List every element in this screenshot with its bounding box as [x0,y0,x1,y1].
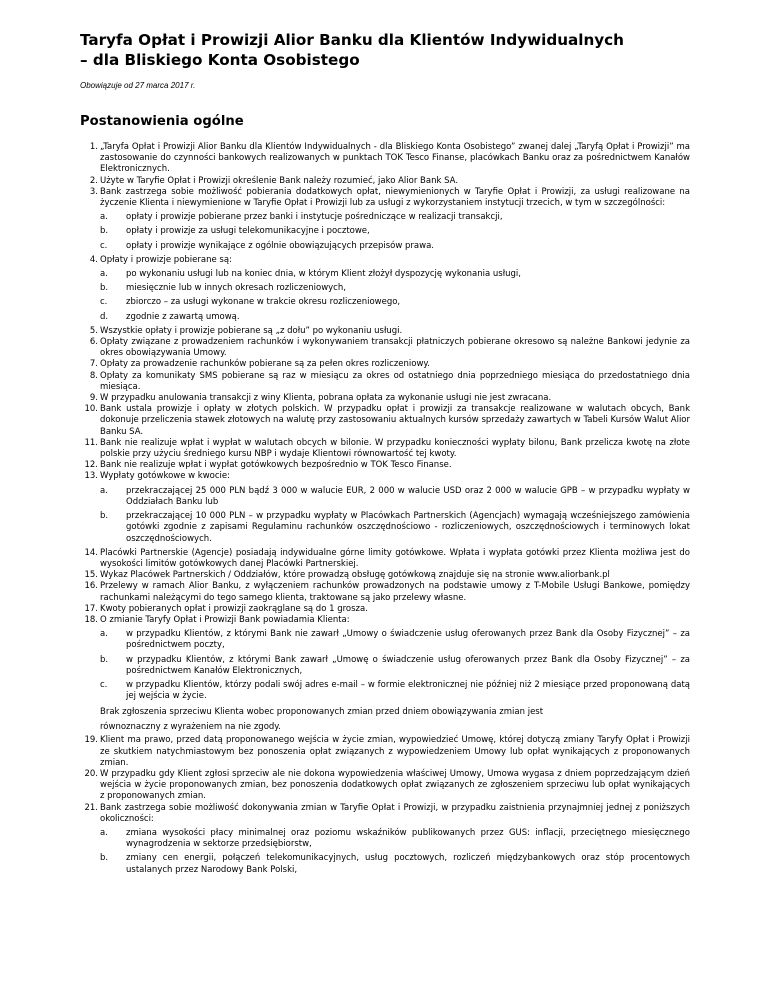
provision-item [89,337,690,359]
provision-number: 9. [89,393,98,404]
provision-number: 7. [89,359,98,370]
provision-text: Bank zastrzega sobie możliwość pobierania dodatkowych opłat, niewymienionych w Taryfie Opłat i Prowizji, za usługi realizowane na życzenie Klienta i niewymienione w Taryfie Opłat i Prowizji lub za usługi z wykorzystaniem instytucji trzecich, w tym w szczególności: [100,186,690,209]
provision-item [84,437,690,460]
provision-number: 3. [89,186,98,197]
provision-item [89,254,690,323]
sub-item-text: w przypadku Klientów, z którymi Bank nie zawarł „Umowy o świadczenie usług oferowanych przez Bank dla Osoby Fizycznej” – za pośrednictwem poczty, [126,629,690,651]
sub-item-letter: c. [100,297,108,308]
provision-text: Bank nie realizuje wpłat i wypłat gotówkowych bezpośrednio w TOK Tesco Finanse. [100,460,452,471]
provision-text: Opłaty związane z prowadzeniem rachunków i wykonywaniem transakcji płatniczych pobierane okresowo są należne Bankowi jedynie za okres obowiązywania Umowy. [100,337,690,359]
sub-list [100,269,690,323]
sub-item-text: miesięcznie lub w innych okresach rozliczeniowych, [126,283,346,294]
provision-item [84,404,690,438]
provision-text: Przelewy w ramach Alior Banku, z wyłączeniem rachunków prowadzonych na podstawie umowy z T-Mobile Usługi Bankowe, pomiędzy rachunkami należącymi do tego samego klienta, traktowane są jako przelewy własne. [100,581,690,603]
provision-text: „Taryfa Opłat i Prowizji Alior Banku dla Klientów Indywidualnych - dla Bliskiego Konta Osobistego” zwanej dalej „Taryfą Opłat i Prowizji” ma zastosowanie do czynności bankowych realizowanych w punktach TOK Tesco Finanse, placówkach Banku oraz za pośrednictwem Kanałów Elektronicznych. [100,142,690,175]
sub-item-text: w przypadku Klientów, z którymi Bank zawarł „Umowę o świadczenie usług oferowanych przez Bank dla Osoby Fizycznej” – za pośrednictwem Kanałów Elektronicznych, [126,654,690,676]
provision-number: 11. [84,437,98,448]
sub-item [100,655,690,677]
provision-text: Opłaty za prowadzenie rachunków pobierane są za pełen okres rozliczeniowy. [100,359,430,370]
provision-item [89,325,690,337]
provision-item [89,186,690,252]
provision-item [84,614,690,734]
provision-number: 4. [89,254,98,265]
provision-text: Wykaz Placówek Partnerskich / Oddziałów, które prowadzą obsługę gotówkową znajduje się na stronie www.aliorbank.pl [100,570,610,581]
provision-item [89,370,690,393]
provision-text: O zmianie Taryfy Opłat i Prowizji Bank powiadamia Klienta: [100,614,350,625]
sub-item [100,828,690,850]
sub-item [100,297,690,308]
title-line-1: Taryfa Opłat i Prowizji Alior Banku dla Klientów Indywidualnych [80,31,624,49]
provision-text: W przypadku gdy Klient zgłosi sprzeciw ale nie dokona wypowiedzenia właściwej Umowy, Umowa wygasa z dniem poprzedzającym dzień wejścia w życie proponowanych zmian, bez ponoszenia dodatkowych opłat związanych ze zgłoszeniem sprzeciwu lub opłat wynikających z proponowanych zmian. [100,768,690,802]
sub-item-letter: d. [100,311,109,322]
sub-item [100,312,690,323]
provision-text: Kwoty pobieranych opłat i prowizji zaokrąglane są do 1 grosza. [100,603,368,614]
provision-number: 13. [84,471,98,482]
sub-item-letter: c. [100,679,108,690]
provision-item [84,547,690,570]
provision-text: Opłaty i prowizje pobierane są: [100,254,232,265]
provision-text: Bank nie realizuje wpłat i wypłat w walutach obcych w bilonie. W przypadku konieczności wypłaty bilonu, Bank przelicza kwotę na złote polskie przy użyciu średniego kursu NBP i wydaje Klientowi równowartość tej kwoty. [100,437,690,460]
sub-item-text: zgodnie z zawartą umową. [126,311,240,322]
sub-item-text: zbiorczo – za usługi wykonane w trakcie okresu rozliczeniowego, [126,297,401,308]
provision-item [84,768,690,803]
provision-item [84,802,690,876]
provision-number: 15. [84,570,98,581]
sub-item-letter: a. [100,269,108,280]
sub-item-text: przekraczającej 25 000 PLN bądź 3 000 w walucie EUR, 2 000 w walucie USD oraz 2 000 w walucie GPB – w przypadku wypłaty w Oddziałach Banku lub [126,485,690,507]
document-title [80,30,690,70]
sub-list [100,212,690,252]
provision-item [84,471,690,544]
provision-text: Klient ma prawo, przed datą proponowanego wejścia w życie zmian, wypowiedzieć Umowę, której dotyczą zmiany Taryfy Opłat i Prowizji ze skutkiem natychmiastowym bez ponoszenia opłat związanych z wypowiedzeniem Umowy lub opłat wynikających z proponowanych zmian. [100,735,690,768]
sub-item [100,629,690,651]
provision-text: Bank ustala prowizje i opłaty w złotych polskich. W przypadku opłat i prowizji za transakcje realizowane w walutach obcych, Bank dokonuje przeliczenia stawek złotowych na walutę przy zastosowaniu aktualnych kursów sprzedaży zawartych w Tabeli Kursów Walut Alior Banku SA. [100,404,690,437]
effective-date: Obowiązuje od 27 marca 2017 r. [80,81,196,90]
provision-number: 17. [84,603,98,614]
sub-item [100,680,690,702]
sub-item-text: opłaty i prowizje za usługi telekomunikacyjne i pocztowe, [126,226,370,237]
provision-number: 16. [84,581,98,592]
document-page [80,30,690,879]
provision-number: 1. [89,142,98,152]
sub-item-text: opłaty i prowizje wynikające z ogólnie obowiązujących przepisów prawa. [126,240,434,251]
sub-item-letter: b. [100,283,109,294]
provision-item [84,735,690,769]
sub-item-letter: b. [100,853,109,864]
provision-item [89,393,690,404]
provision-number: 12. [84,460,98,471]
sub-list [100,486,690,545]
sub-item-text: zmiana wysokości płacy minimalnej oraz poziomu wskaźników publikowanych przez GUS: inflacji, przeciętnego miesięcznego wynagrodzenia w sektorze przedsiębiorstw, [126,827,690,850]
provision-item [89,175,690,187]
provision-text: Wypłaty gotówkowe w kwocie: [100,471,231,482]
sub-list [100,629,690,702]
provision-number: 14. [84,547,98,558]
provision-text: W przypadku anulowania transakcji z winy Klienta, pobrana opłata za wykonanie usługi nie jest zwracana. [100,393,552,404]
provision-item [84,460,690,471]
provision-item [89,359,690,370]
sub-item-letter: b. [100,654,109,665]
provision-text: Wszystkie opłaty i prowizje pobierane są „z dołu” po wykonaniu usługi. [100,325,403,336]
sub-item-letter: c. [100,240,108,251]
sub-item [100,269,690,280]
provision-number: 6. [89,337,98,348]
sub-list [100,828,690,876]
provision-item [84,603,690,615]
sub-item [100,212,690,223]
sub-item [100,511,690,545]
sub-item-text: zmiany cen energii, połączeń telekomunikacyjnych, usług pocztowych, rozliczeń międzybankowych oraz stóp procentowych ustalanych przez Narodowy Bank Polski, [126,853,690,875]
provision-item [84,581,690,603]
provision-number: 8. [89,370,98,381]
sub-item-letter: a. [100,827,108,838]
provision-number: 18. [84,614,98,625]
provision-text: Placówki Partnerskie (Agencje) posiadają indywidualne górne limity gotówkowe. Wpłata i wypłata gotówki przez Klienta możliwa jest do wysokości limitów gotówkowych danej Placówki Partnerskiej. [100,547,690,569]
sub-item-text: przekraczającej 10 000 PLN – w przypadku wypłaty w Placówkach Partnerskich (Agencjach) wymagają wcześniejszego zamówienia gotówki zgodnie z zapisami Regulaminu rachunków oszczędnościowo - rozliczeniowych, oszczędnościowych i terminowych lokat oszczędnościowych. [126,511,690,544]
provision-number: 20. [84,768,98,779]
title-line-2: – dla Bliskiego Konta Osobistego [80,51,360,69]
provision-item [84,570,690,581]
sub-item-letter: b. [100,226,109,237]
sub-item-letter: a. [100,629,108,640]
provision-note: równoznaczny z wyrażeniem na nie zgody. [100,722,281,733]
provision-text: Użyte w Taryfie Opłat i Prowizji określenie Bank należy rozumieć, jako Alior Bank SA. [100,175,459,186]
provision-number: 5. [89,325,98,336]
provision-number: 10. [84,404,98,415]
provision-item [89,142,690,176]
sub-item [100,241,690,252]
sub-item [100,226,690,237]
section-heading: Postanowienia ogólne [80,114,244,129]
provisions-list [80,142,690,876]
sub-item [100,853,690,875]
provision-number: 21. [84,802,98,813]
provision-note: Brak zgłoszenia sprzeciwu Klienta wobec proponowanych zmian przed dniem obowiązywania zmian jest [100,707,544,718]
sub-item-letter: a. [100,212,108,223]
sub-item-letter: a. [100,485,108,496]
provision-number: 2. [89,175,98,186]
provision-number: 19. [84,735,98,746]
provision-text: Opłaty za komunikaty SMS pobierane są raz w miesiącu za okres od ostatniego dnia poprzedniego miesiąca do przedostatniego dnia miesiąca. [100,370,690,392]
sub-item-text: opłaty i prowizje pobierane przez banki i instytucje pośredniczące w realizacji transakcji, [126,212,503,223]
sub-item [100,283,690,294]
sub-item-text: po wykonaniu usługi lub na koniec dnia, w którym Klient złożył dyspozycję wykonania usługi, [126,269,521,280]
provision-text: Bank zastrzega sobie możliwość dokonywania zmian w Taryfie Opłat i Prowizji, w przypadku zaistnienia przynajmniej jednej z poniższych okoliczności: [100,802,690,824]
sub-item-letter: b. [100,511,109,522]
sub-item [100,486,690,508]
sub-item-text: w przypadku Klientów, którzy podali swój adres e-mail – w formie elektronicznej nie później niż 2 miesiące przed proponowaną datą jej wejścia w życie. [126,679,690,702]
